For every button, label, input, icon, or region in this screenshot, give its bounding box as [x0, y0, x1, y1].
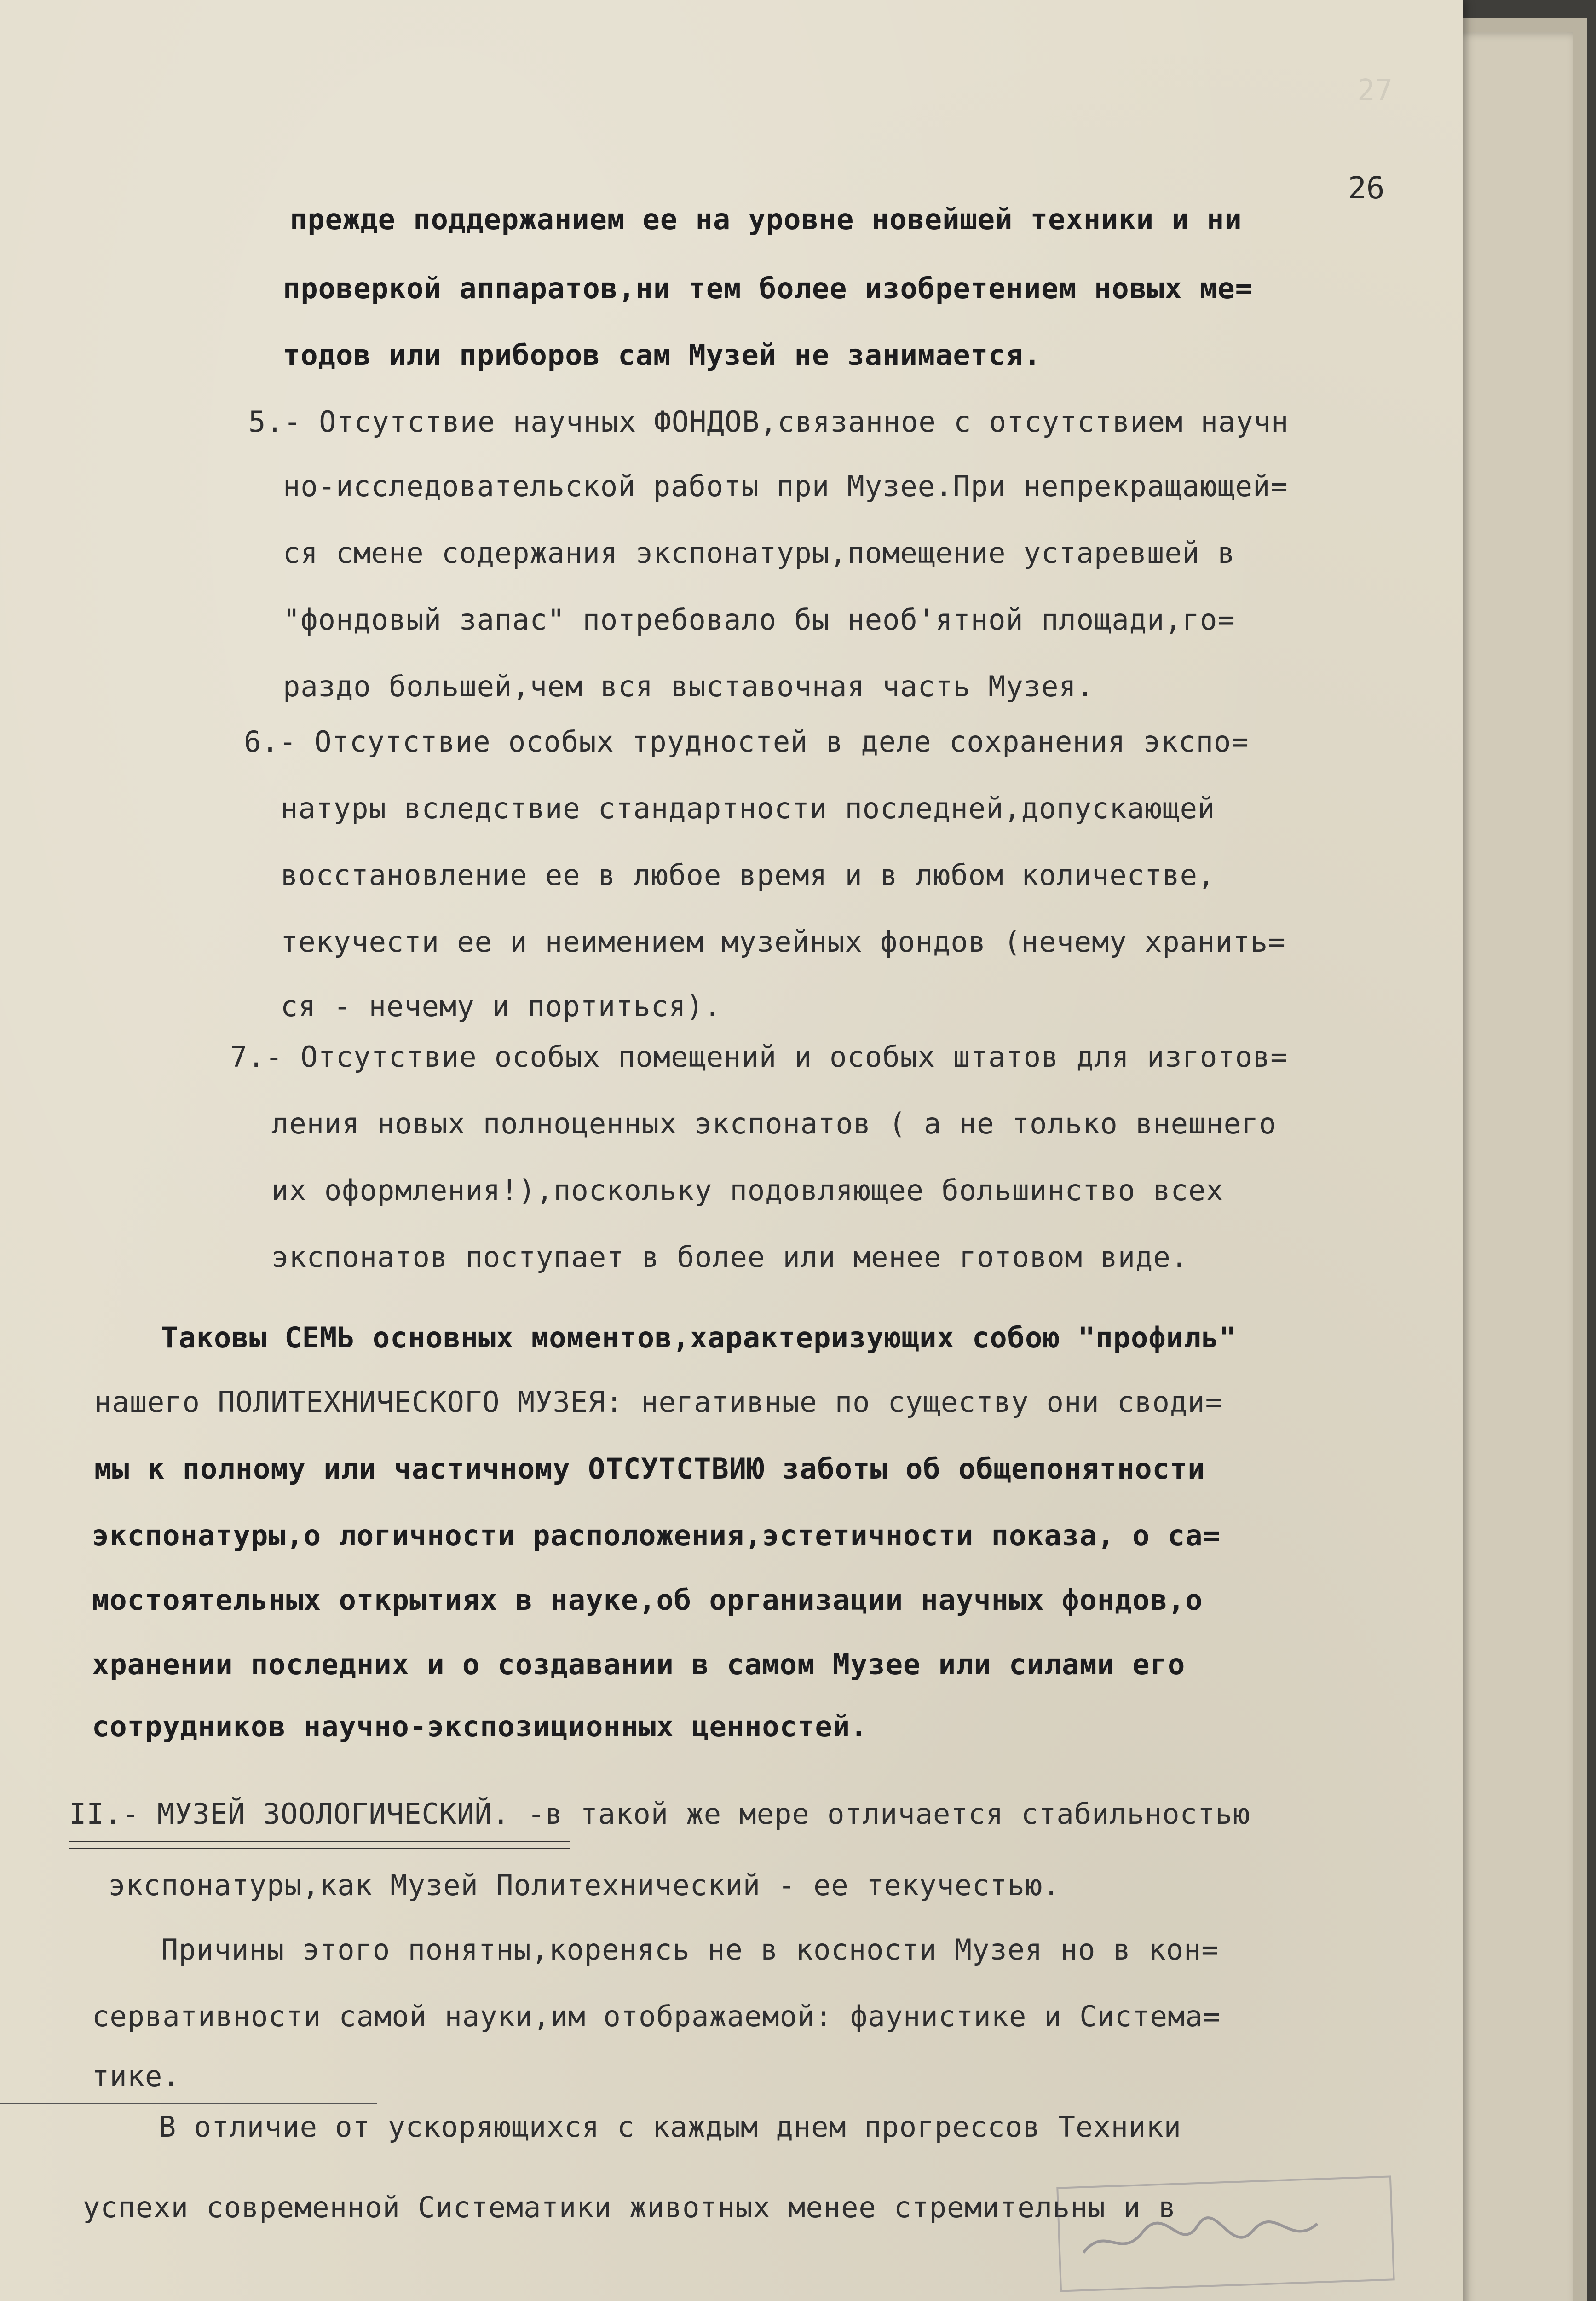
text-line: ления новых полноценных экспонатов ( а не только внешнего	[271, 1107, 1277, 1140]
section-heading: II.- МУЗЕЙ ЗООЛОГИЧЕСКИЙ. -в такой же мере отличается стабильностью	[69, 1797, 1250, 1831]
text-line: "фондовый запас" потребовало бы необ'ятной площади,го=	[283, 603, 1235, 636]
margin-rule	[0, 2103, 377, 2104]
text-line: тодов или приборов сам Музей не занимается.	[283, 338, 1042, 372]
text-line: сервативности самой науки,им отображаемой: фаунистике и Система=	[92, 2000, 1221, 2033]
text-line: мостоятельных открытиях в науке,об организации научных фондов,о	[92, 1583, 1203, 1617]
text-line: нашего ПОЛИТЕХНИЧЕСКОГО МУЗЕЯ: негативные по существу они своди=	[94, 1385, 1223, 1419]
list-item-7: 7.- Отсутствие особых помещений и особых штатов для изготов=	[230, 1040, 1288, 1074]
text-line: ся смене содержания экспонатуры,помещение устаревшей в	[283, 536, 1235, 570]
signature-scribble-icon	[1077, 2206, 1355, 2266]
show-through-page-number: 27	[1357, 74, 1393, 108]
text-line: В отличие от ускоряющихся с каждым днем прогрессов Техники	[159, 2110, 1181, 2144]
archive-stamp	[1056, 2175, 1395, 2292]
page-number: 26	[1348, 170, 1385, 206]
text-line: ся - нечему и портиться).	[281, 989, 722, 1023]
text-line: экспонатов поступает в более или менее готовом виде.	[271, 1240, 1189, 1274]
text-line: проверкой аппаратов,ни тем более изобретением новых ме=	[283, 272, 1253, 305]
text-line: успехи современной Систематики животных менее стремительны и в	[83, 2191, 1176, 2224]
text-line: раздо большей,чем вся выставочная часть Музея.	[283, 670, 1095, 703]
text-line: их оформления!),поскольку подовляющее большинство всех	[271, 1174, 1224, 1207]
text-line: восстановление ее в любое время и в любом количестве,	[281, 858, 1216, 892]
text-line: сотрудников научно-экспозиционных ценностей.	[92, 1710, 868, 1743]
text-line: натуры вследствие стандартности последней,допускающей	[281, 792, 1216, 825]
text-line: но-исследовательской работы при Музее.При непрекращающей=	[283, 469, 1288, 503]
list-item-5: 5.- Отсутствие научных ФОНДОВ,связанное с отсутствием научн	[248, 405, 1289, 439]
summary-line: Таковы СЕМЬ основных моментов,характеризующих собою "профиль"	[161, 1321, 1237, 1354]
text-line: экспонатуры,как Музей Политехнический - ее текучестью.	[108, 1868, 1060, 1902]
list-item-6: 6.- Отсутствие особых трудностей в деле сохранения экспо=	[244, 725, 1249, 758]
text-line: мы к полному или частичному ОТСУТСТВИЮ заботы об общепонятности	[94, 1452, 1205, 1486]
heading-underline	[69, 1840, 570, 1850]
text-line: тике.	[92, 2059, 180, 2093]
text-line: прежде поддержанием ее на уровне новейшей техники и ни	[290, 202, 1242, 236]
text-line: экспонатуры,о логичности расположения,эстетичности показа, о са=	[92, 1519, 1221, 1552]
text-line: текучести ее и неимением музейных фондов (нечему хранить=	[281, 925, 1286, 959]
text-line: хранении последних и о создавании в самом Музее или силами его	[92, 1648, 1186, 1681]
text-line: Причины этого понятны,коренясь не в косности Музея но в кон=	[161, 1933, 1219, 1966]
